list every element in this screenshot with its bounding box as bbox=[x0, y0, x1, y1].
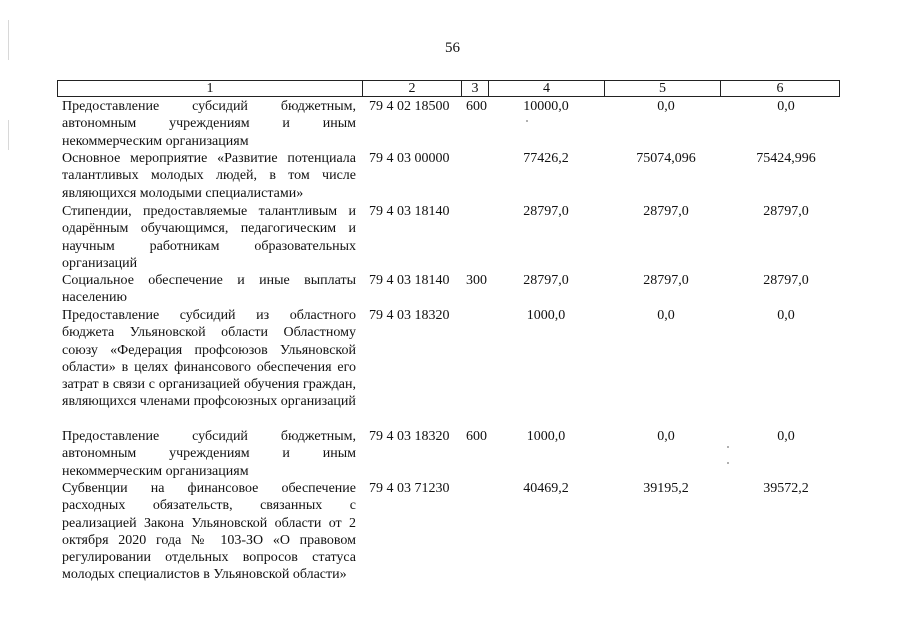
row-value-col4: 10000,0 bbox=[523, 99, 569, 114]
row-code: 79 4 02 18500 bbox=[369, 99, 450, 114]
row-value-col5: 0,0 bbox=[657, 308, 675, 323]
scan-speck bbox=[727, 446, 729, 448]
row-value-col4: 1000,0 bbox=[526, 429, 566, 444]
row-description: Основное мероприятие «Развитие потенциала талантливых молодых людей, в том числе являющихся молодыми специалистами» bbox=[62, 151, 356, 201]
row-value-col4: 40469,2 bbox=[523, 481, 569, 496]
row-description: Субвенции на финансовое обеспечение расходных обязательств, связанных с реализацией Закона Ульяновской области от 2 октября 2020 года № 103-ЗО «О правовом регулировании отдельных вопросов статуса молодых специалистов в Ульяновской области» bbox=[62, 481, 356, 583]
row-code: 79 4 03 18320 bbox=[369, 308, 450, 323]
row-code: 79 4 03 18140 bbox=[369, 204, 450, 219]
column-header-cell: 6 bbox=[721, 81, 840, 97]
row-value-col4: 1000,0 bbox=[526, 308, 566, 323]
row-code: 79 4 03 18320 bbox=[369, 429, 450, 444]
column-header-cell: 2 bbox=[363, 81, 462, 97]
scan-edge-line bbox=[8, 120, 9, 150]
row-value-col6: 75424,996 bbox=[756, 151, 816, 166]
row-value-col5: 0,0 bbox=[657, 429, 675, 444]
row-value-col4: 28797,0 bbox=[523, 273, 569, 288]
row-value-col6: 0,0 bbox=[777, 99, 795, 114]
column-header-cell: 5 bbox=[605, 81, 721, 97]
row-description: Предоставление субсидий бюджетным, автономным учреждениям и иным некоммерческим организациям bbox=[62, 429, 356, 479]
column-header-cell: 3 bbox=[462, 81, 489, 97]
row-description: Социальное обеспечение и иные выплаты населению bbox=[62, 273, 356, 306]
row-code: 79 4 03 00000 bbox=[369, 151, 450, 166]
row-value-col4: 77426,2 bbox=[523, 151, 569, 166]
row-expense-type: 600 bbox=[466, 429, 487, 444]
row-value-col6: 28797,0 bbox=[763, 273, 809, 288]
row-value-col6: 39572,2 bbox=[763, 481, 809, 496]
row-value-col6: 0,0 bbox=[777, 308, 795, 323]
row-expense-type: 600 bbox=[466, 99, 487, 114]
row-value-col4: 28797,0 bbox=[523, 204, 569, 219]
page-number: 56 bbox=[445, 40, 460, 56]
row-value-col5: 28797,0 bbox=[643, 273, 689, 288]
row-code: 79 4 03 18140 bbox=[369, 273, 450, 288]
row-value-col5: 28797,0 bbox=[643, 204, 689, 219]
column-header-row bbox=[58, 81, 840, 97]
row-value-col5: 75074,096 bbox=[636, 151, 696, 166]
column-header-cell: 4 bbox=[489, 81, 605, 97]
row-value-col5: 0,0 bbox=[657, 99, 675, 114]
scan-speck bbox=[526, 120, 528, 122]
row-value-col6: 28797,0 bbox=[763, 204, 809, 219]
row-description: Стипендии, предоставляемые талантливым и одарённым обучающимся, педагогическим и научным работникам образовательных организаций bbox=[62, 204, 356, 271]
row-code: 79 4 03 71230 bbox=[369, 481, 450, 496]
scan-speck bbox=[727, 462, 729, 464]
row-value-col6: 0,0 bbox=[777, 429, 795, 444]
row-description: Предоставление субсидий бюджетным, автономным учреждениям и иным некоммерческим организациям bbox=[62, 99, 356, 149]
column-header-table bbox=[57, 80, 840, 97]
row-value-col5: 39195,2 bbox=[643, 481, 689, 496]
row-description: Предоставление субсидий из областного бюджета Ульяновской области Областному союзу «Федерация профсоюзов Ульяновской области» в целях финансового обеспечения его затрат в связи с организацией обучения граждан, являющихся членами профсоюзных организаций bbox=[62, 308, 356, 410]
row-expense-type: 300 bbox=[466, 273, 487, 288]
column-header-cell: 1 bbox=[58, 81, 363, 97]
